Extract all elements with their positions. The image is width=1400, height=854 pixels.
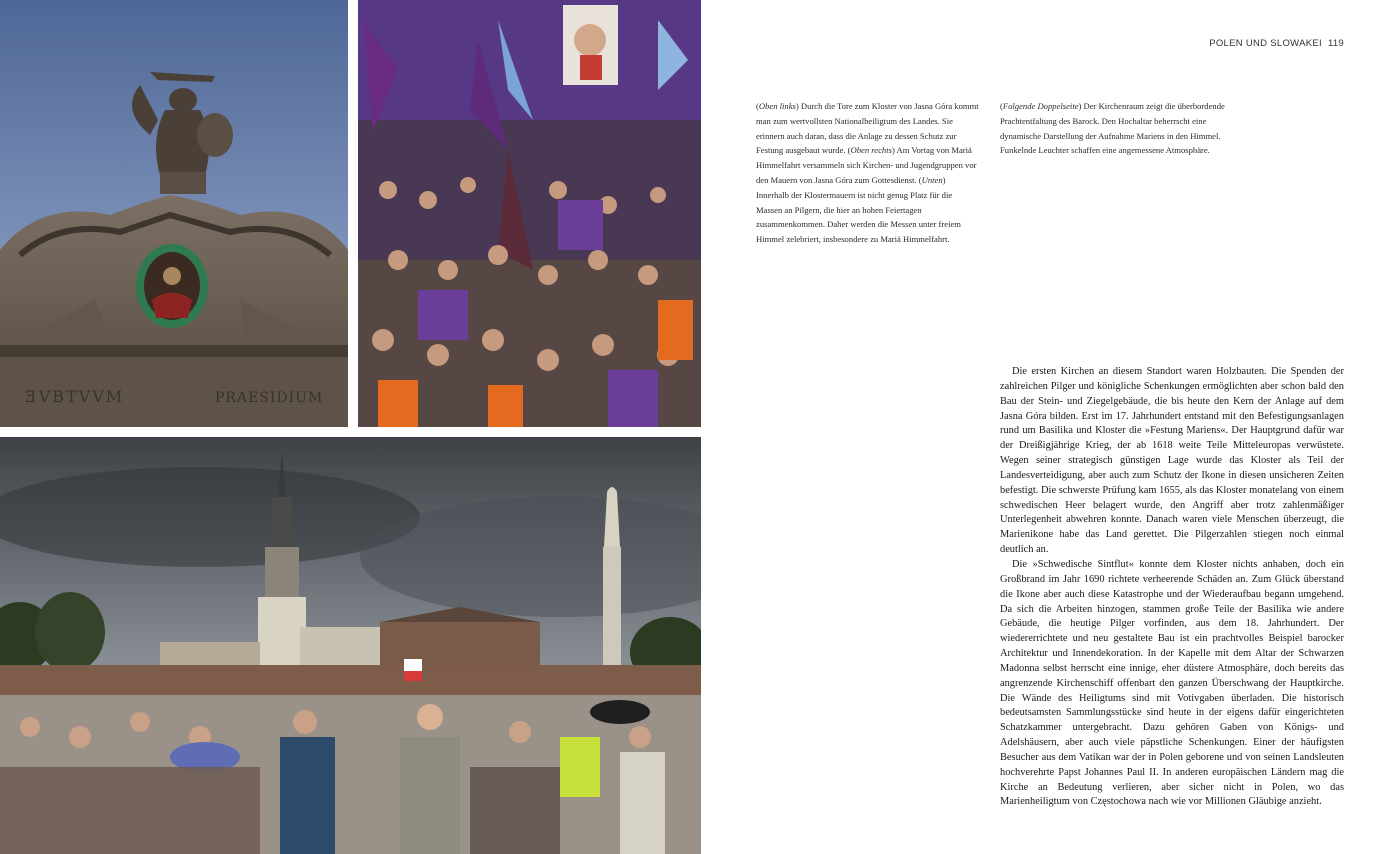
gate-inscription-left: ƎVBTVVM — [25, 387, 125, 406]
caption-ref-top-left: Oben links — [758, 101, 796, 111]
body-text — [1000, 365, 1344, 810]
section-title: POLEN UND SLOWAKEI — [1209, 38, 1322, 49]
body-paragraph: Die »Schwedische Sintflut« konnte dem Kloster nichts anhaben, doch ein Großbrand im Jahr 1690 richtete verheerende Schäden an. Zum Glück überstand die Ikone aber auch diese Katastrophe und der Wiederaufbau begann umgehend. Da sich die Arbeiten hinzogen, stammen große Teile der Basilika wie andere Gebäude, die heutige Pilger vorfinden, aus dem 18. Jahrhundert. Der wiedererrichtete und neu gestaltete Bau ist ein prachtvolles Beispiel barocker Architektur und Innendekoration. In der Kapelle mit dem Altar der Schwarzen Madonna selbst herrscht eine innige, eher düstere Atmosphäre, doch bereits das angrenzende Kirchenschiff offenbart den ganzen Überschwang der Hauptkirche. Die Wände des Heiligtums sind mit Votivgaben überladen. Die historisch bedeutsamsten Sammlungsstücke sind heute in der eigens dafür eingerichteten Schatzkammer untergebracht. Dazu gehören Gaben von Königs- und Adelshäusern, aber auch viele päpstliche Schenkungen. Einer der häufigsten Besucher aus dem Vatikan war der in Polen geborene und von seinen Landsleuten hochverehrte Papst Johannes Paul II. In anderen europäischen Ländern mag die Kirche an Bedeutung verlieren, aber sicher nicht in Polen, wo das Marienheiligtum von Częstochowa nach wie vor Millionen Gläubige anzieht. — [1000, 558, 1344, 808]
caption-text-bottom: Innerhalb der Klostermauern ist nicht genug Platz für die Massen an Pilgern, die hier an hohen Feiertagen zusammenkommen. Daher werden die Messen unter freiem Himmel zelebriert, insbesondere zu Mariä Himmelfahrt. — [756, 189, 961, 245]
caption-ref-top-right: Oben rechts — [850, 145, 892, 156]
gate-inscription-right: PRAESIDIUM — [215, 390, 324, 406]
caption-photos-this-spread: (Oben links) Durch die Tore zum Kloster von Jasna Góra kommt man zum wertvollsten Nationalheiligtum des Landes. Sie erinnern auch daran, dass die Anlage zu dessen Schutz zur Festung ausgebaut wurde. (Oben rechts) Am Vortag von Mariä Himmelfahrt versammeln sich Kirchen- und Jugendgruppen vor den Mauern von Jasna Góra zum Gottesdienst. (Unten) Innerhalb der Klostermauern ist nicht genug Platz für die Massen an Pilgern, die hier an hohen Feiertagen zusammenkommen. Daher werden die Messen unter freiem Himmel zelebriert, insbesondere zu Mariä Himmelfahrt. — [756, 101, 979, 245]
photo-jasna-gora-square — [0, 437, 701, 854]
body-paragraph: Die ersten Kirchen an diesem Standort waren Holzbauten. Die Spenden der zahlreichen Pilger und königliche Schenkungen ermöglichten aber schon bald den Bau der Stein- und Ziegelgebäude, die bis heute den Kern der Anlage auf dem Jasna Góra bilden. Erst im 17. Jahrhundert entstand mit den Befestigungsanlagen rund um Basilika und Kloster die »Festung Mariens«. Der Hauptgrund dafür war der Dreißigjährige Krieg, der ab 1618 weite Teile Mitteleuropas verwüstete. Wegen seiner strategisch günstigen Lage wurde das Kloster als Teil der Landesverteidigung, aber auch zum Schutz der Ikone in diesen unsicheren Zeiten befestigt. Die schwerste Prüfung kam 1655, als das Kloster monatelang von einem schwedischen Heer belagert wurde, den Angriff aber trotz zahlenmäßiger Unterlegenheit abwehren konnte. Danach waren viele Menschen überzeugt, die Marienikone habe das Land gerettet. Die Pilgerzahlen stiegen noch einmal deutlich an. — [1000, 366, 1344, 556]
running-head — [1209, 38, 1344, 49]
caption-text-top-left: Durch die Tore zum Kloster von Jasna Góra kommt man zum wertvollsten Nationalheiligtum des Landes. Sie erinnern auch daran, dass die Anlage zu dessen Schutz zur Festung ausgebaut wurde. ( — [756, 101, 979, 156]
photo-monastery-gate — [0, 0, 348, 427]
caption-ref-bottom: Unten — [921, 174, 943, 185]
caption-text-top-right: Am Vortag von Mariä Himmelfahrt versammeln sich Kirchen- und Jugendgruppen vor den Mauern von Jasna Góra zum Gottesdienst. ( — [756, 145, 977, 185]
caption-text-following: Der Kirchenraum zeigt die überbordende Prachtentfaltung des Barock. Den Hochaltar beherrscht eine dynamische Darstellung der Aufnahme Mariens in den Himmel. Funkelnde Leuchter schaffen eine angemessene Atmosphäre. — [1000, 101, 1225, 156]
photo-pilgrim-crowd — [358, 0, 701, 427]
caption-following-spread: (Folgende Doppelseite) Der Kirchenraum zeigt die überbordende Prachtentfaltung des Barock. Den Hochaltar beherrscht eine dynamische Darstellung der Aufnahme Mariens in den Himmel. Funkelnde Leuchter schaffen eine angemessene Atmosphäre. — [1000, 101, 1225, 156]
page-number: 119 — [1327, 38, 1344, 49]
caption-ref-following: Folgende Doppelseite — [1002, 101, 1079, 111]
